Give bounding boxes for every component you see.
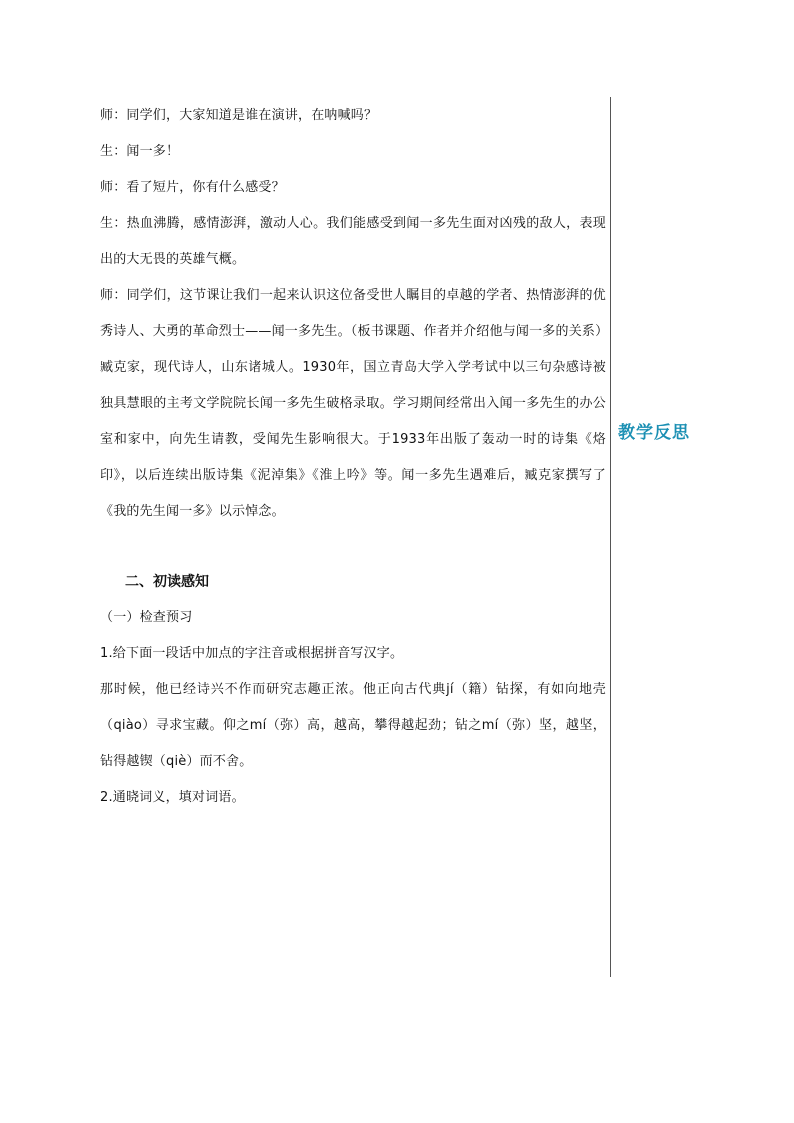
teaching-reflection-label: 教学反思 [618,423,690,443]
exercise-2-instruction: 2.通晓词义，填对词语。 [100,790,245,805]
dialogue-line-student-2: 生：热血沸腾，感情澎湃，激动人心。我们能感受到闻一多先生面对凶残的敌人，表现出的大无畏的英雄气概。 [100,216,606,267]
dialogue-line-student-1: 生：闻一多！ [100,144,180,159]
column-divider [610,97,611,977]
dialogue-line-teacher-2: 师：看了短片，你有什么感受？ [100,180,285,195]
section-heading: 二、初读感知 [125,574,209,590]
author-introduction: 臧克家，现代诗人，山东诸城人。1930年，国立青岛大学入学考试中以三句杂感诗被独具慧眼的主考文学院院长闻一多先生破格录取。学习期间经常出入闻一多先生的办公室和家中，向先生请教，受闻先生影响很大。于1933年出版了轰动一时的诗集《烙印》，以后连续出版诗集《泥淖集》《淮上吟》等。闻一多先生遇难后，臧克家撰写了《我的先生闻一多》以示悼念。 [100,360,606,519]
dialogue-line-teacher-1: 师：同学们，大家知道是谁在演讲，在呐喊吗？ [100,108,378,123]
lesson-content [100,98,609,816]
exercise-1-passage: 那时候，他已经诗兴不作而研究志趣正浓。他正向古代典jí（籍）钻探，有如向地壳（qiào）寻求宝藏。仰之mí（弥）高，越高，攀得越起劲；钻之mí（弥）坚，越坚，钻得越锲（qiè）而不舍。 [100,682,606,769]
section-subheading: （一）检查预习 [100,610,193,625]
exercise-1-instruction: 1.给下面一段话中加点的字注音或根据拼音写汉字。 [100,646,404,661]
dialogue-line-teacher-3: 师：同学们，这节课让我们一起来认识这位备受世人瞩目的卓越的学者、热情澎湃的优秀诗人、大勇的革命烈士——闻一多先生。（板书课题、作者并介绍他与闻一多的关系） [100,288,609,339]
